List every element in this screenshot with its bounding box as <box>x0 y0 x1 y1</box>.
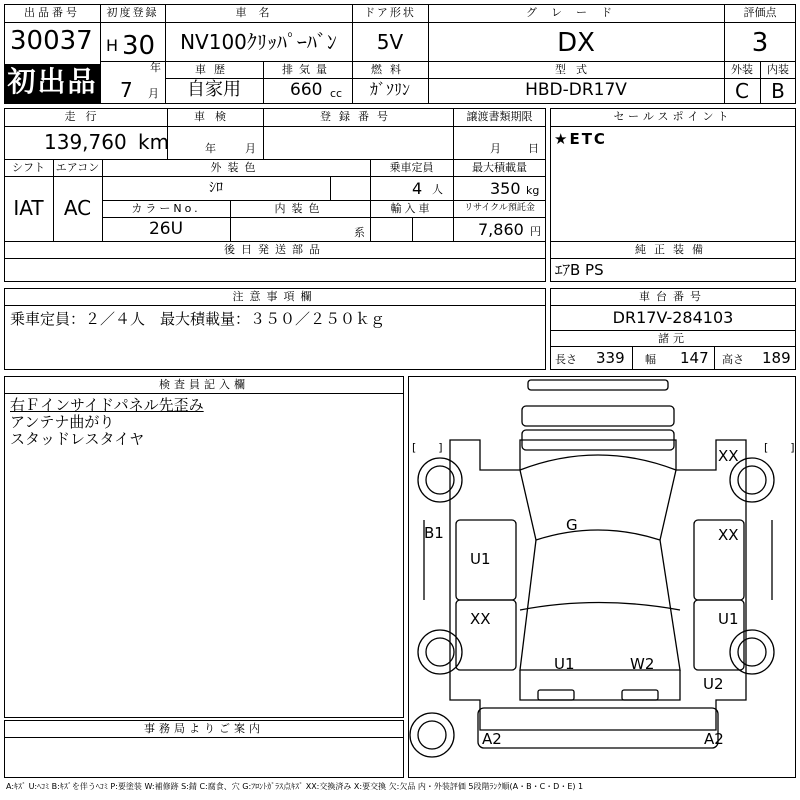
notes-text: 乗車定員：２／４人 最大積載量：３５０／２５０ｋｇ <box>10 310 386 328</box>
grade: DX <box>557 28 595 58</box>
recycle-unit: 円 <box>530 225 541 238</box>
height: 189 <box>762 349 791 367</box>
selling-points-label: セールスポイント <box>613 110 733 123</box>
load: 350 <box>490 179 521 198</box>
chassis-label: 車台番号 <box>639 290 707 303</box>
mark-g-windshield: G <box>566 516 578 534</box>
bracket-right: [ ] <box>764 441 795 454</box>
reg-month: 7 <box>120 78 133 102</box>
mark-xx-left-rear-door: XX <box>470 610 491 628</box>
score-label: 評価点 <box>743 6 777 19</box>
model-label: 型式 <box>555 63 597 76</box>
capacity-label: 乗車定員 <box>389 161 434 174</box>
history-label: 車歴 <box>195 63 233 76</box>
inspection-month-unit: 月 <box>245 142 256 155</box>
year-unit: 年 <box>150 61 161 74</box>
chassis-number: DR17V-284103 <box>612 308 734 327</box>
score: 3 <box>751 28 769 58</box>
grade-label: グレード <box>526 6 626 19</box>
color: ｼﾛ <box>209 180 223 196</box>
mark-a2-rear-bumper-right: A2 <box>704 730 724 748</box>
fuel-label: 燃料 <box>371 63 409 76</box>
inspection-label: 車検 <box>194 110 236 123</box>
mark-a2-rear-bumper-left: A2 <box>482 730 502 748</box>
month-unit: 月 <box>148 87 159 100</box>
mileage: 139,760 <box>44 130 127 154</box>
exterior-label: 外装 <box>731 63 753 76</box>
first-listing-text: 初出品 <box>7 65 98 98</box>
mileage-label: 走行 <box>64 110 107 123</box>
notes-label: 注意事項欄 <box>232 290 318 303</box>
reg-no-label: 登録番号 <box>320 110 396 123</box>
ac-label: エアコン <box>55 161 100 174</box>
color-no: 26U <box>148 219 184 239</box>
transfer-label: 譲渡書類期限 <box>466 110 533 123</box>
reg-year: 30 <box>122 31 156 61</box>
displacement-unit: cc <box>330 87 343 100</box>
lot-no: 30037 <box>10 26 93 56</box>
height-label: 高さ <box>722 353 744 366</box>
displacement: 660 <box>290 80 323 100</box>
mark-b1-left-pillar: B1 <box>424 524 444 542</box>
capacity: 4 <box>412 179 423 198</box>
inspector-line-2: アンテナ曲がり <box>10 413 115 431</box>
interior-grade: B <box>771 79 785 103</box>
equipment-label: 純正装備 <box>635 243 711 256</box>
recycle-label: リサイクル預託金 <box>464 203 535 213</box>
model: HBD-DR17V <box>525 80 627 100</box>
legend: A:ｷｽﾞ U:ﾍｺﾐ B:ｷｽﾞを伴うﾍｺﾐ P:要塗装 W:補修跡 S:錆 C:腐食、穴 G:ﾌﾛﾝﾄｶﾞﾗｽ点ｷｽﾞ XX:交換済み X:要交換 欠:欠品 内・外装評価 5段階ﾗﾝｸ順(A・B・C・D・E) 1 <box>6 782 584 791</box>
fuel: ｶﾞｿﾘﾝ <box>369 80 410 99</box>
door-label: ドア形状 <box>364 6 416 19</box>
shift-label: シフト <box>12 161 45 174</box>
dims-label: 諸元 <box>658 332 688 345</box>
int-color-unit: 系 <box>354 226 365 239</box>
mark-u2-rear-quarter: U2 <box>703 675 724 693</box>
transfer-day-unit: 日 <box>528 142 539 155</box>
equipment-text: ｴｱB PS <box>555 261 604 279</box>
import-label: 輸入車 <box>390 202 433 215</box>
mark-u1-rear-left: U1 <box>554 655 575 673</box>
car-name: NV100ｸﾘｯﾊﾟｰﾊﾞﾝ <box>180 30 337 54</box>
selling-points-text: ★ETC <box>554 130 607 148</box>
later-parts-label: 後日発送部品 <box>224 243 326 256</box>
width: 147 <box>680 349 709 367</box>
era: H <box>106 36 119 55</box>
transfer-month-unit: 月 <box>490 142 501 155</box>
inspector-line-1: 右Ｆインサイドパネル先歪み <box>10 396 204 414</box>
length-label: 長さ <box>555 353 577 366</box>
door-type: 5V <box>376 30 404 54</box>
office-label: 事務局よりご案内 <box>144 722 264 735</box>
mark-xx-front-right: XX <box>718 447 739 465</box>
mark-u1-left-front-door: U1 <box>470 550 491 568</box>
interior-label: 内装 <box>767 63 789 76</box>
bracket-left: [ ] <box>412 441 443 454</box>
exterior-grade: C <box>735 79 749 103</box>
length: 339 <box>596 349 625 367</box>
displacement-label: 排気量 <box>282 63 333 76</box>
mark-u1-right-rear-door: U1 <box>718 610 739 628</box>
car-name-label: 車名 <box>235 6 282 19</box>
ac: AC <box>63 196 92 220</box>
lot-no-label: 出品番号 <box>24 6 80 19</box>
history: 自家用 <box>187 79 241 100</box>
mark-xx-right-front-door: XX <box>718 526 739 544</box>
mileage-unit: km <box>138 130 170 154</box>
first-reg-label: 初度登録 <box>106 6 159 19</box>
load-unit: kg <box>526 184 540 197</box>
capacity-unit: 人 <box>432 183 443 196</box>
width-label: 幅 <box>645 353 656 366</box>
color-label: 外装色 <box>210 161 262 174</box>
int-color-label: 内装色 <box>274 202 326 215</box>
color-no-label: カラーNo. <box>131 202 201 215</box>
inspector-line-3: スタッドレスタイヤ <box>10 430 145 448</box>
load-label: 最大積載量 <box>472 161 527 174</box>
shift: IAT <box>13 196 44 220</box>
inspector-label: 検査員記入欄 <box>159 378 249 391</box>
inspection-year-unit: 年 <box>205 142 216 155</box>
recycle: 7,860 <box>478 220 524 239</box>
mark-w2-rear-right: W2 <box>630 655 655 673</box>
